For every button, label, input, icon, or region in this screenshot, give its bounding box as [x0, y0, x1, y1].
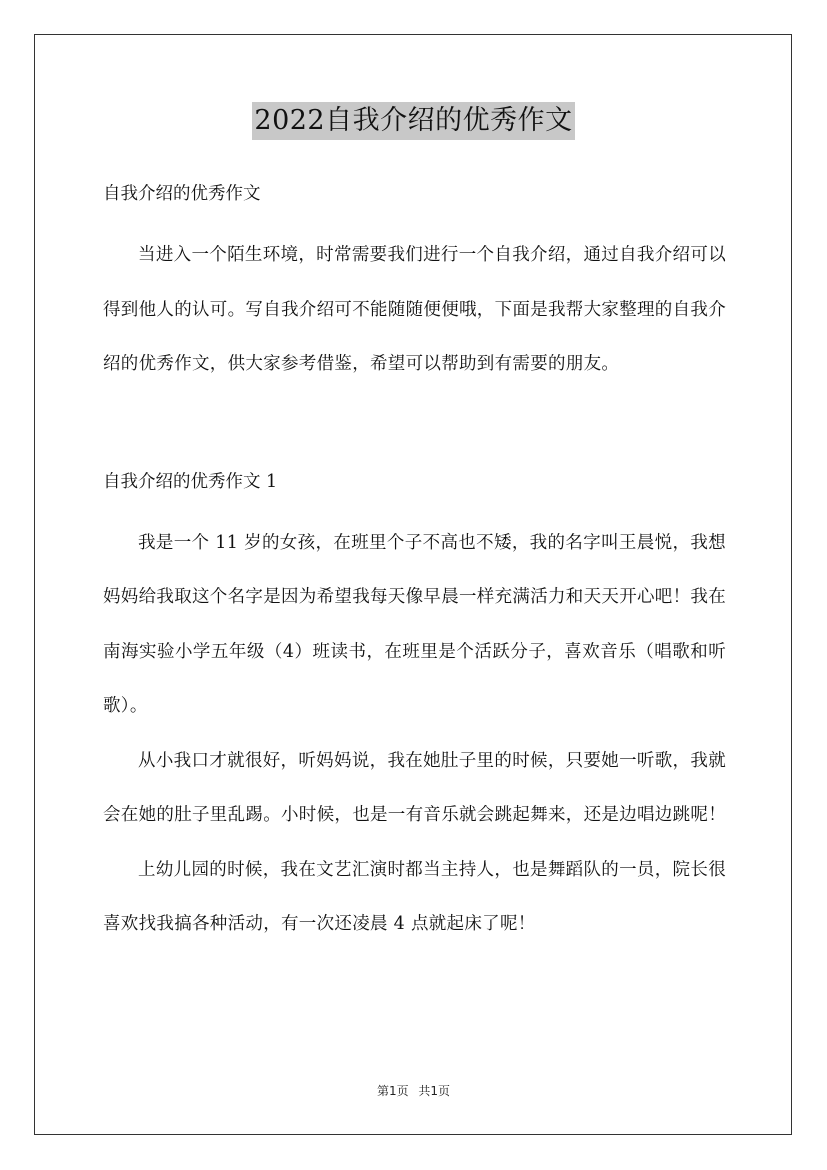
title-container [0, 102, 827, 140]
page-number: 第1页 [376, 1084, 409, 1098]
essay-paragraph-3: 上幼儿园的时候，我在文艺汇演时都当主持人，也是舞蹈队的一员，院长很喜欢找我搞各种活动，有一次还凌晨 4 点就起床了呢！ [103, 859, 726, 934]
document-body [103, 174, 726, 952]
section-heading-intro: 自我介绍的优秀作文 [103, 184, 261, 204]
intro-paragraph: 当进入一个陌生环境，时常需要我们进行一个自我介绍，通过自我介绍可以得到他人的认可。写自我介绍可不能随随便便哦，下面是我帮大家整理的自我介绍的优秀作文，供大家参考借鉴，希望可以帮助到有需要的朋友。 [103, 245, 726, 374]
document-title: 2022自我介绍的优秀作文 [252, 102, 574, 140]
essay-paragraph-2: 从小我口才就很好，听妈妈说，我在她肚子里的时候，只要她一听歌，我就会在她的肚子里乱踢。小时候，也是一有音乐就会跳起舞来，还是边唱边跳呢！ [103, 750, 726, 825]
section-heading-essay-1: 自我介绍的优秀作文 1 [103, 471, 278, 492]
page-total: 共1页 [418, 1084, 451, 1098]
page-footer [0, 1082, 827, 1099]
essay-paragraph-1: 我是一个 11 岁的女孩，在班里个子不高也不矮，我的名字叫王晨悦，我想妈妈给我取这个名字是因为希望我每天像早晨一样充满活力和天天开心吧！我在南海实验小学五年级（4）班读书，在班里是个活跃分子，喜欢音乐（唱歌和听歌）。 [103, 532, 726, 716]
